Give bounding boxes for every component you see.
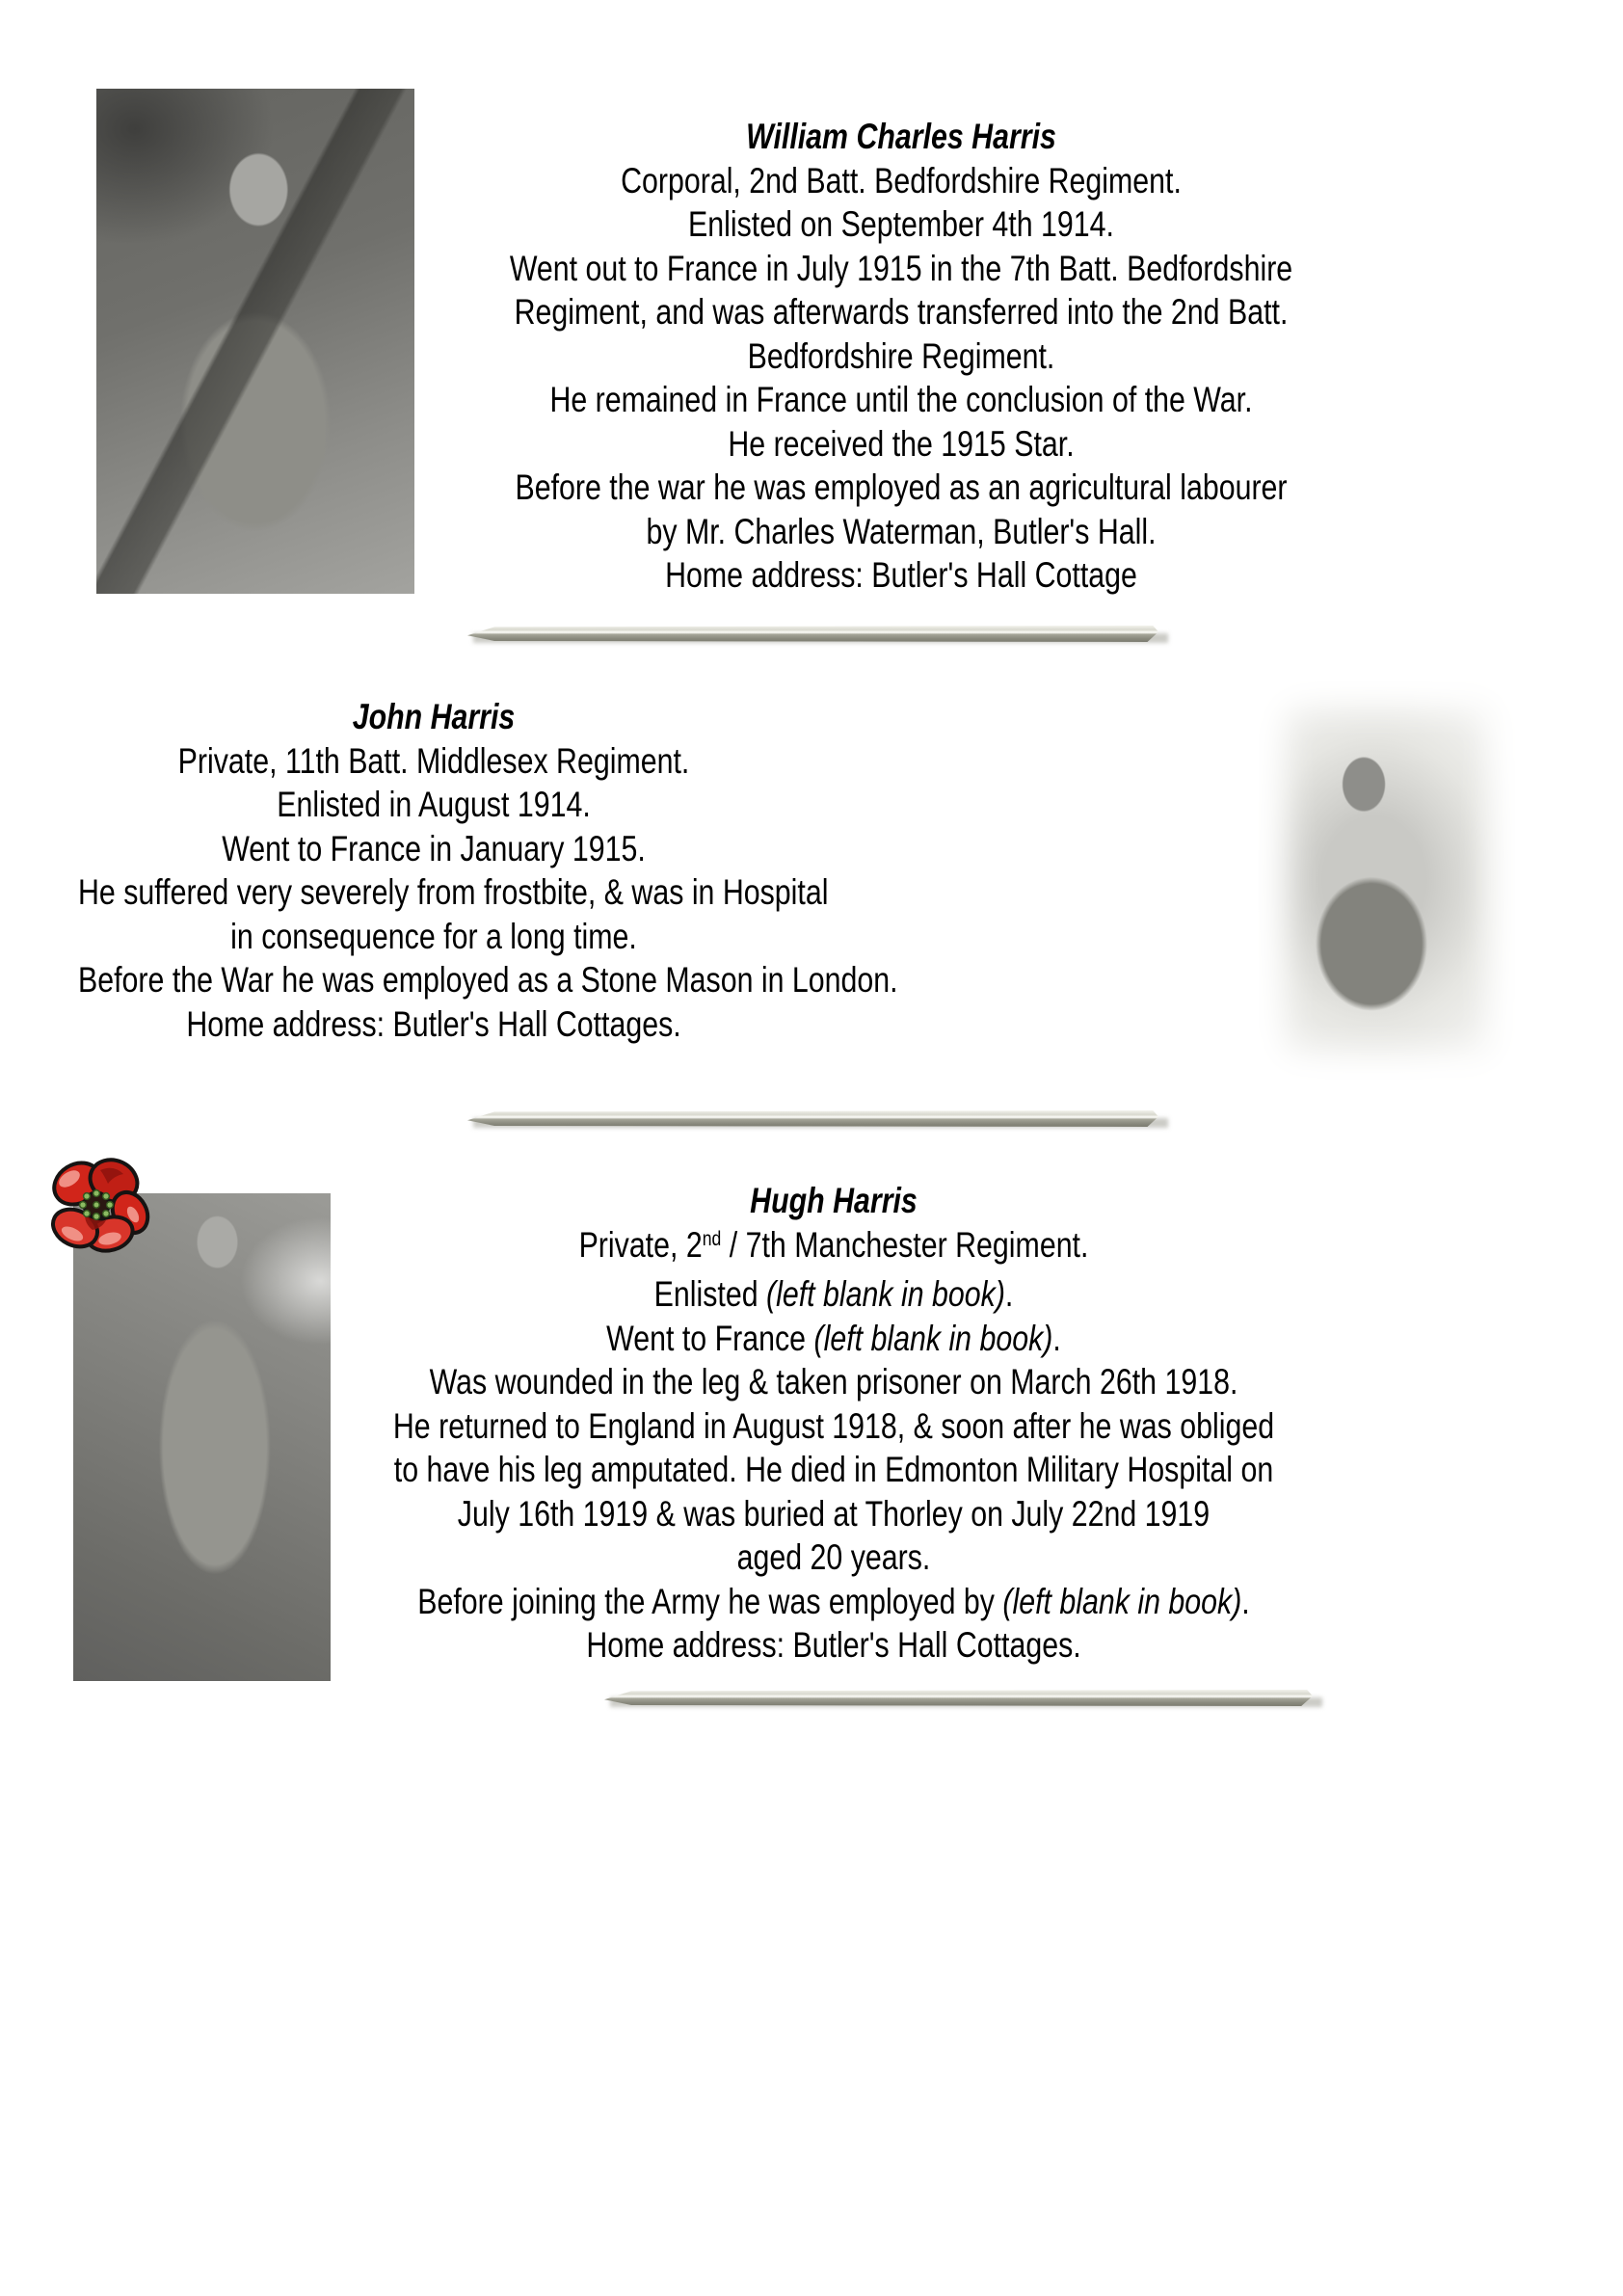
text-line: He suffered very severely from frostbite, & was in Hospital (78, 872, 829, 912)
text-line: Home address: Butler's Hall Cottages. (586, 1625, 1081, 1665)
text-segment: Enlisted (653, 1274, 767, 1314)
hugh-harris-biography (301, 1179, 1368, 1668)
soldier-name-heading: John Harris (352, 697, 516, 736)
text-line: He remained in France until the conclusion of the War. (549, 380, 1253, 419)
text-line (301, 1317, 1368, 1361)
text-line (301, 1580, 1368, 1624)
william-charles-harris-biography (431, 115, 1371, 598)
ordinal-superscript: nd (702, 1227, 722, 1251)
section-divider (467, 626, 1158, 642)
text-line (301, 1272, 1368, 1317)
john-harris-portrait-photo (1259, 681, 1515, 1080)
text-segment-italic: (left blank in book) (1002, 1581, 1242, 1621)
section-divider (604, 1690, 1313, 1706)
text-line: He received the 1915 Star. (728, 423, 1075, 464)
text-segment: / 7th Manchester Regiment. (721, 1224, 1089, 1265)
text-line: aged 20 years. (736, 1537, 931, 1577)
soldier-name-heading: Hugh Harris (750, 1181, 918, 1220)
text-segment: . (1052, 1318, 1061, 1358)
william-charles-harris-portrait-photo (96, 89, 414, 594)
text-segment: . (1004, 1274, 1014, 1314)
text-line: Enlisted in August 1914. (277, 785, 591, 824)
text-line: Private, 11th Batt. Middlesex Regiment. (177, 740, 690, 781)
text-line: Before the War he was employed as a Stone Mason in London. (78, 960, 898, 1000)
text-line: He returned to England in August 1918, & soon after he was obliged (392, 1405, 1275, 1446)
text-line: in consequence for a long time. (230, 916, 637, 956)
text-line: July 16th 1919 & was buried at Thorley on July 22nd 1919 (457, 1493, 1211, 1534)
text-segment: Before joining the Army he was employed by (417, 1581, 1003, 1621)
text-line: Home address: Butler's Hall Cottage (665, 555, 1137, 595)
divider-bar (604, 1690, 1313, 1706)
section-divider (467, 1110, 1158, 1127)
text-line: Regiment, and was afterwards transferred into the 2nd Batt. (514, 292, 1289, 332)
remembrance-poppy-icon (40, 1155, 156, 1263)
text-line: by Mr. Charles Waterman, Butler's Hall. (646, 511, 1157, 551)
text-segment-italic: (left blank in book) (813, 1318, 1053, 1358)
text-line: Before the war he was employed as an agricultural labourer (515, 467, 1288, 507)
soldier-name-heading: William Charles Harris (746, 117, 1056, 156)
hugh-harris-portrait-photo (73, 1193, 331, 1681)
text-line: Went out to France in July 1915 in the 7th Batt. Bedfordshire (509, 248, 1293, 288)
divider-bar (467, 1110, 1158, 1127)
john-harris-biography (78, 695, 898, 1046)
text-line: Enlisted on September 4th 1914. (688, 204, 1114, 244)
text-line: Corporal, 2nd Batt. Bedfordshire Regiment. (621, 160, 1182, 200)
text-line: Bedfordshire Regiment. (747, 335, 1055, 376)
text-line: to have his leg amputated. He died in Edmonton Military Hospital on (393, 1450, 1274, 1489)
text-segment-italic: (left blank in book) (766, 1274, 1005, 1314)
text-line: Went to France in January 1915. (222, 828, 646, 868)
text-line (301, 1223, 1368, 1273)
text-segment: Private, 2 (578, 1224, 703, 1265)
text-line: Was wounded in the leg & taken prisoner on March 26th 1918. (429, 1362, 1238, 1402)
divider-bar (467, 626, 1158, 642)
text-line: Home address: Butler's Hall Cottages. (186, 1003, 681, 1044)
text-segment: . (1241, 1581, 1250, 1621)
text-segment: Went to France (606, 1318, 814, 1358)
